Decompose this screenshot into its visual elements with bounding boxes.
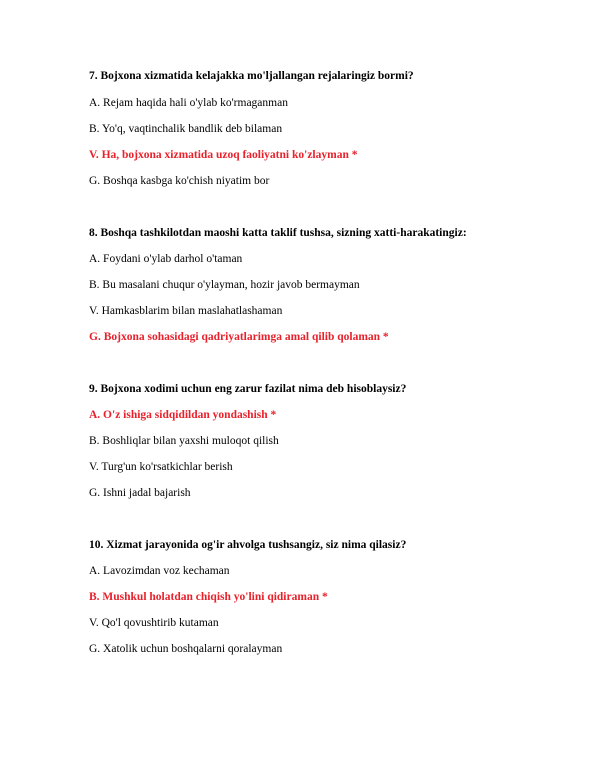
option-a-correct: A. O'z ishiga sidqidildan yondashish * xyxy=(89,409,277,421)
option-v: V. Turg'un ko'rsatkichlar berish xyxy=(89,461,233,473)
question-title: 7. Bojxona xizmatida kelajakka mo'ljallangan rejalaringiz bormi? xyxy=(89,70,414,82)
option-b: B. Bu masalani chuqur o'ylayman, hozir javob bermayman xyxy=(89,279,360,291)
option-a: A. Rejam haqida hali o'ylab ko'rmaganman xyxy=(89,97,288,109)
option-b-correct: B. Mushkul holatdan chiqish yo'lini qidiraman * xyxy=(89,591,328,603)
option-g: G. Boshqa kasbga ko'chish niyatim bor xyxy=(89,175,270,187)
option-b: B. Boshliqlar bilan yaxshi muloqot qilish xyxy=(89,435,279,447)
option-v-correct: V. Ha, bojxona xizmatida uzoq faoliyatni ko'zlayman * xyxy=(89,149,358,161)
option-v: V. Qo'l qovushtirib kutaman xyxy=(89,617,219,629)
option-a: A. Foydani o'ylab darhol o'taman xyxy=(89,253,243,265)
question-title: 10. Xizmat jarayonida og'ir ahvolga tushsangiz, siz nima qilasiz? xyxy=(89,539,407,551)
question-title: 8. Boshqa tashkilotdan maoshi katta taklif tushsa, sizning xatti-harakatingiz: xyxy=(89,227,467,239)
question-title: 9. Bojxona xodimi uchun eng zarur fazilat nima deb hisoblaysiz? xyxy=(89,383,407,395)
option-a: A. Lavozimdan voz kechaman xyxy=(89,565,230,577)
option-g: G. Xatolik uchun boshqalarni qoralayman xyxy=(89,643,283,655)
option-g-correct: G. Bojxona sohasidagi qadriyatlarimga amal qilib qolaman * xyxy=(89,331,389,343)
option-b: B. Yo'q, vaqtinchalik bandlik deb bilaman xyxy=(89,123,283,135)
option-g: G. Ishni jadal bajarish xyxy=(89,487,191,499)
option-v: V. Hamkasblarim bilan maslahatlashaman xyxy=(89,305,283,317)
